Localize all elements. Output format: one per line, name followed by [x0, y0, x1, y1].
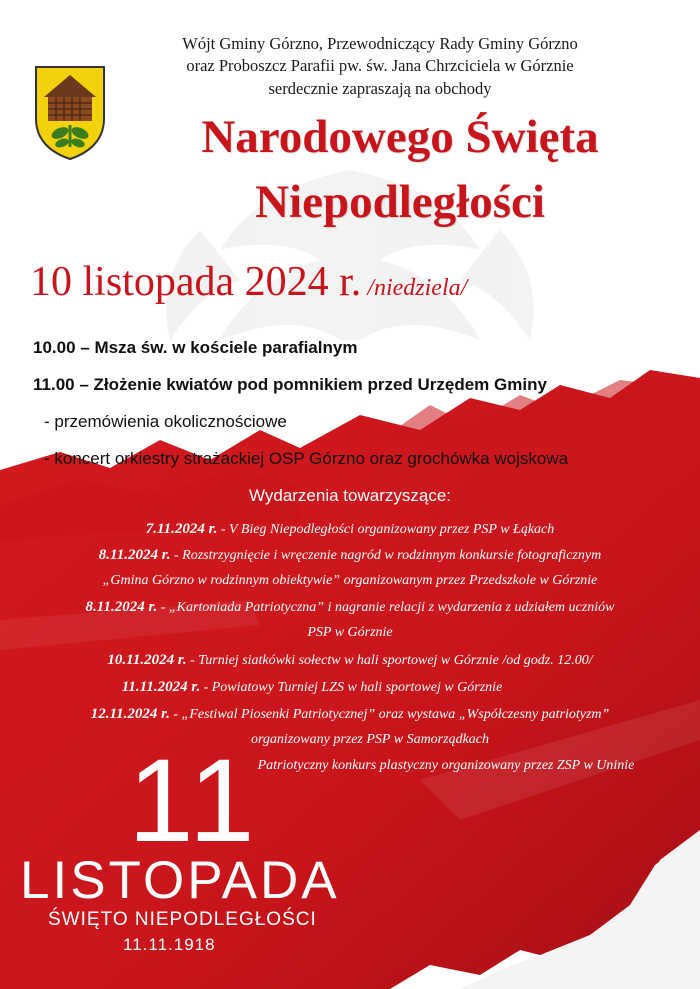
event-row-date: 11.11.2024 r. — [121, 679, 201, 695]
event-row-text: Patriotyczny konkurs plastyczny organizowany przez ZSP w Uninie — [257, 758, 635, 773]
emblem-date: 11.11.1918 — [123, 935, 216, 954]
event-row-date: 8.11.2024 r. — [85, 599, 158, 615]
emblem-holiday-name: ŚWIĘTO NIEPODLEGŁOŚCI — [48, 909, 317, 930]
event-row — [0, 599, 700, 616]
intro-line-3: serdecznie zapraszają na obchody — [268, 79, 492, 98]
event-row — [0, 679, 662, 696]
emblem-month: LISTOPADA — [20, 851, 340, 910]
program-time: 10.00 — [33, 338, 76, 357]
event-row-date: 7.11.2024 r. — [145, 521, 218, 537]
event-row-text: - Rozstrzygnięcie i wręczenie nagród w rodzinnym konkursie fotograficznym — [170, 548, 602, 563]
event-row — [0, 625, 700, 641]
headline-line-1: Narodowego Święta — [201, 111, 599, 163]
event-weekday: /niedziela/ — [367, 275, 468, 301]
event-row-text: - Turniej siatkówki sołectw w hali sportowej w Górznie /od godz. 12.00/ — [186, 653, 593, 668]
event-row-text: PSP w Górznie — [307, 625, 393, 640]
event-row — [0, 573, 700, 589]
program-text: – Złożenie kwiatów pod pomnikiem przed Urzędem Gminy — [79, 375, 547, 394]
event-row-date: 12.11.2024 r. — [90, 706, 170, 722]
event-date — [30, 258, 467, 306]
intro-line-1: Wójt Gminy Górzno, Przewodniczący Rady Gminy Górzno — [182, 34, 578, 53]
program-sub-item: - koncert orkiestry strażackiej OSP Górzno oraz grochówka wojskowa — [44, 449, 569, 468]
event-row — [0, 706, 700, 723]
event-row-text: „Gmina Górzno w rodzinnym obiektywie” organizowanym przez Przedszkole w Górznie — [102, 573, 598, 588]
events-title: Wydarzenia towarzyszące: — [248, 486, 452, 505]
program-text: – Msza św. w kościele parafialnym — [80, 338, 358, 357]
program-item — [33, 375, 547, 395]
program-time: 11.00 — [33, 375, 75, 394]
event-row-date: 10.11.2024 r. — [107, 652, 187, 668]
event-row-text: organizowany przez PSP w Samorządkach — [251, 732, 489, 747]
event-row — [20, 732, 700, 748]
intro-line-2: oraz Proboszcz Parafii pw. św. Jana Chrzciciela w Górznie — [186, 56, 574, 75]
emblem-number: 11 — [128, 735, 259, 867]
program-sub-item: - przemówienia okolicznościowe — [44, 412, 287, 431]
event-row-text: - Powiatowy Turniej LZS w hali sportowej w Górznie — [200, 680, 503, 695]
event-row-date: 8.11.2024 r. — [98, 547, 171, 563]
event-row-text: - V Bieg Niepodległości organizowany przez PSP w Łąkach — [217, 522, 555, 537]
event-row-text: - „Kartoniada Patriotyczna” i nagranie relacji z wydarzenia z udziałem uczniów — [157, 600, 615, 615]
event-date-main: 10 listopada 2024 r. — [30, 259, 362, 305]
coat-of-arms-icon — [32, 63, 108, 161]
event-row — [0, 547, 700, 564]
event-row — [0, 652, 700, 669]
program-item — [33, 338, 357, 358]
headline-line-2: Niepodległości — [255, 176, 545, 228]
event-row — [0, 521, 700, 538]
event-row-text: - „Festiwal Piosenki Patriotycznej” oraz wystawa „Współczesny patriotyzm” — [169, 707, 610, 722]
